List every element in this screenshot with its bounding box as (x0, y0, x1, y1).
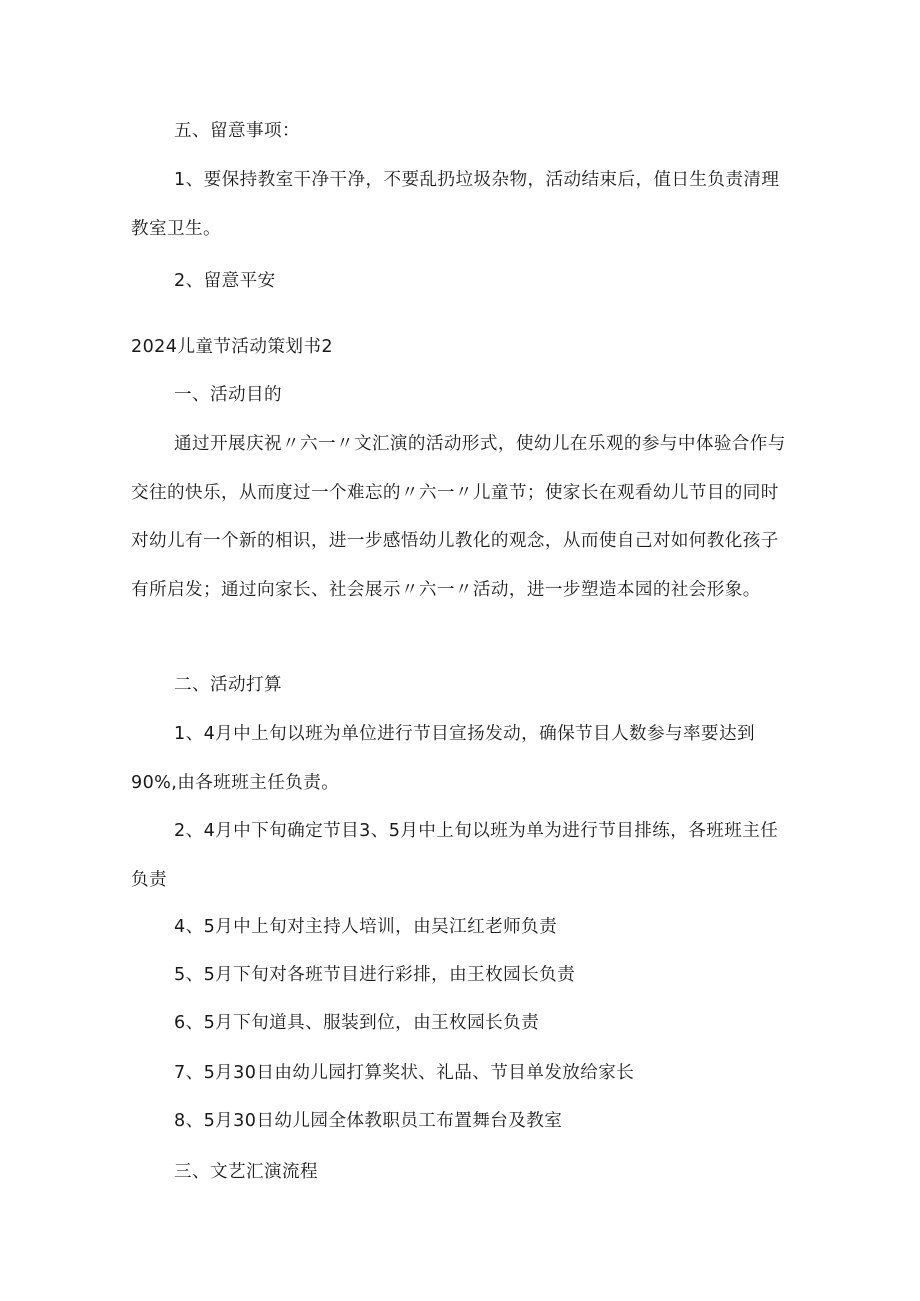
section1-heading: 一、活动目的 (174, 385, 282, 405)
section5-item-2: 2、留意平安 (174, 271, 276, 291)
section1-body: 通过开展庆祝〃六一〃文汇演的活动形式，使幼儿在乐观的参与中体验合作与交往的快乐，从而度过一个难忘的〃六一〃儿童节；使家长在观看幼儿节目的同时对幼儿有一个新的相识，进一步感悟幼儿教化的观念，从而使自己对如何教化孩子有所启发；通过向家长、社会展示〃六一〃活动，进一步塑造本园的社会形象。 (131, 434, 786, 600)
section5-item-1: 1、要保持教室干净干净，不要乱扔垃圾杂物，活动结束后，值日生负责清理教室卫生。 (131, 170, 780, 239)
section3-heading: 三、文艺汇演流程 (174, 1162, 318, 1182)
section2-item-4: 4、5月中上旬对主持人培训，由吴江红老师负责 (174, 917, 558, 937)
section2-item-1: 1、4月中上旬以班为单位进行节目宣扬发动，确保节目人数参与率要达到90%,由各班班主任负责。 (131, 724, 755, 793)
section5-heading: 五、留意事项： (174, 121, 300, 141)
section2-item-8: 8、5月30日幼儿园全体教职员工布置舞台及教室 (174, 1111, 563, 1131)
section2-item-7: 7、5月30日由幼儿园打算奖状、礼品、节目单发放给家长 (174, 1063, 635, 1083)
section2-item-5: 5、5月下旬对各班节目进行彩排，由王枚园长负责 (174, 965, 576, 985)
section2-item-6: 6、5月下旬道具、服装到位，由王枚园长负责 (174, 1013, 540, 1033)
section2-item-2: 2、4月中下旬确定节目3、5月中上旬以班为单为进行节目排练，各班班主任负责 (131, 821, 779, 890)
section2-heading: 二、活动打算 (174, 675, 282, 695)
document-title: 2024儿童节活动策划书2 (131, 337, 333, 357)
